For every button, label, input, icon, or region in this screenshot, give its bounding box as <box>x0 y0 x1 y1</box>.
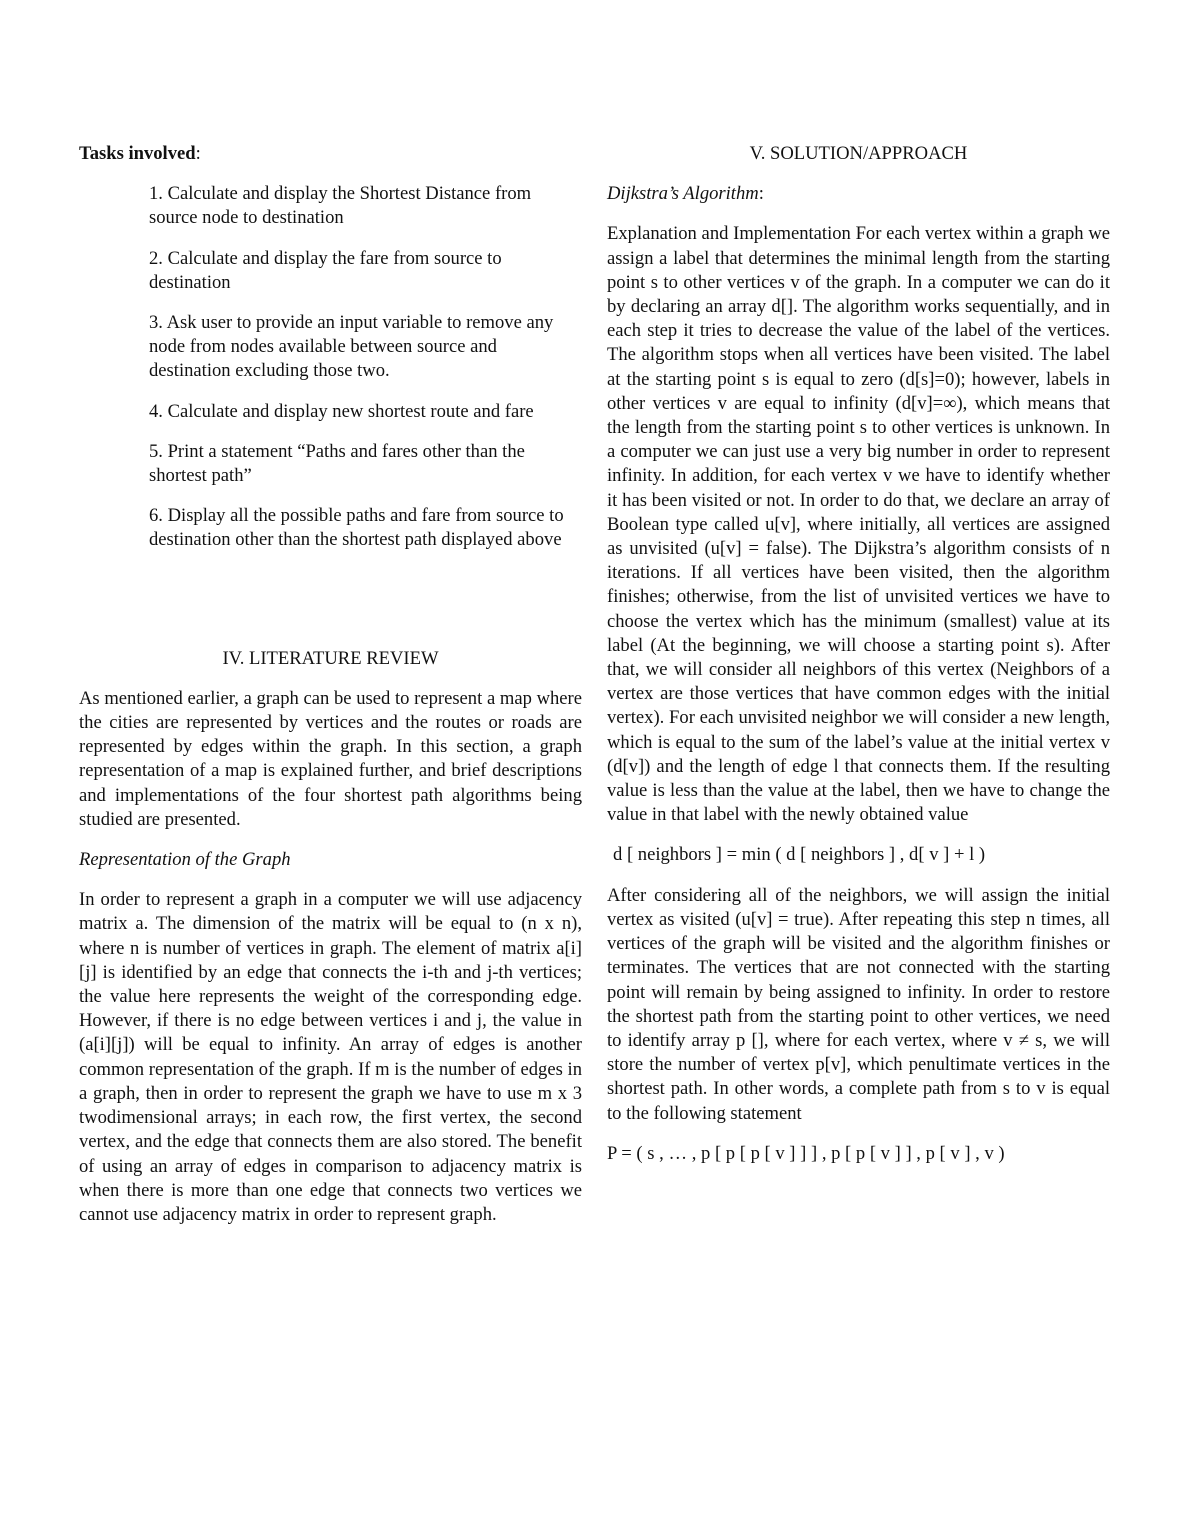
right-column <box>607 142 1110 1182</box>
algorithm-name: Dijkstra’s Algorithm <box>607 183 759 205</box>
task-item-4: 4. Calculate and display new shortest route and fare <box>149 400 534 422</box>
task-item-2: 2. Calculate and display the fare from source to destination <box>149 247 502 293</box>
graph-representation-paragraph: In order to represent a graph in a computer we will use adjacency matrix a. The dimension of the matrix will be equal to (n x n), where n is number of vertices in graph. The element of matrix a[i][j] is identified by an edge that connects the i-th and j-th vertices; the value here represents the weight of the corresponding edge. However, if there is no edge between vertices i and j, the value in (a[i][j]) will be equal to infinity. An array of edges is another common representation of the graph. If m is the number of edges in a graph, then in order to represent the graph we have to use m x 3 twodimensional arrays; in each row, the first vertex, the second vertex, and the edge that connects them are also stored. The benefit of using an array of edges in comparison to adjacency matrix is when there is more than one edge that connects two vertices we cannot use adjacency matrix in order to represent graph. <box>79 889 582 1225</box>
literature-review-paragraph: As mentioned earlier, a graph can be used to represent a map where the cities are represented by vertices and the routes or roads are represented by edges within the graph. In this section, a graph representation of a map is explained further, and brief descriptions and implementations of the four shortest path algorithms being studied are presented. <box>79 687 582 830</box>
task-item-3: 3. Ask user to provide an input variable to remove any node from nodes available between source and destination excluding those two. <box>149 312 554 382</box>
solution-heading: V. SOLUTION/APPROACH <box>749 143 968 164</box>
algorithm-colon: : <box>758 183 764 205</box>
algorithm-title <box>607 182 1110 206</box>
dijkstra-path-paragraph: After considering all of the neighbors, we will assign the initial vertex as visited (u[v] = true). After repeating this step n times, all vertices of the graph will be visited and the algorithm finishes or terminates. The vertices that are not connected with the starting point will remain by being assigned to infinity. In order to restore the shortest path from the starting point to other vertices, we need to identify array p [], where for each vertex, where v ≠ s, we will store the number of vertex p[v], which penultimate vertices in the shortest path. In other words, a complete path from s to v is equal to the following statement <box>607 884 1110 1124</box>
dijkstra-explanation-paragraph: Explanation and Implementation For each vertex within a graph we assign a label that determines the minimal length from the starting point s to other vertices v of the graph. In a computer we can do it by declaring an array d[]. The algorithm works sequentially, and in each step it tries to decrease the value of the label of the vertices. The algorithm stops when all vertices have been visited. The label at the starting point s is equal to zero (d[s]=0); however, labels in other vertices v are equal to infinity (d[v]=∞), which means that the length from the starting point s to other vertices is unknown. In a computer we can just use a very big number in order to represent infinity. In addition, for each vertex v we have to identify whether it has been visited or not. In order to do that, we declare an array of Boolean type called u[v], where initially, all vertices are assigned as unvisited (u[v] = false). The Dijkstra’s algorithm consists of n iterations. If all vertices have been visited, then the algorithm finishes; otherwise, from the list of unvisited vertices we have to choose the vertex which has the minimum (smallest) value at its label (At the beginning, we will choose a starting point s). After that, we will consider all neighbors of this vertex (Neighbors of a vertex are those vertices that have common edges with the initial vertex). For each unvisited neighbor we will consider a new length, which is equal to the sum of the label’s value at the initial vertex v (d[v]) and the length of edge l that connects them. If the resulting value is less than the value at the label, then we have to change the value in that label with the newly obtained value <box>607 223 1110 826</box>
graph-representation-heading: Representation of the Graph <box>79 849 291 871</box>
task-item-5: 5. Print a statement “Paths and fares other than the shortest path” <box>149 440 525 487</box>
relaxation-equation: d [ neighbors ] = min ( d [ neighbors ] , d[ v ] + l ) <box>613 844 986 866</box>
tasks-title <box>79 142 582 166</box>
task-item-1: 1. Calculate and display the Shortest Distance from source node to destination <box>149 183 532 229</box>
tasks-label: Tasks involved <box>79 143 196 164</box>
left-column <box>79 142 582 1243</box>
path-equation: P = ( s , … , p [ p [ p [ v ] ] ] , p [ p [ v ] ] , p [ v ] , v ) <box>607 1142 1005 1164</box>
literature-review-heading: IV. LITERATURE REVIEW <box>222 647 439 669</box>
tasks-colon: : <box>195 143 201 164</box>
task-item-6: 6. Display all the possible paths and fare from source to destination other than the shortest path displayed above <box>149 505 564 551</box>
section-gap <box>79 569 582 647</box>
